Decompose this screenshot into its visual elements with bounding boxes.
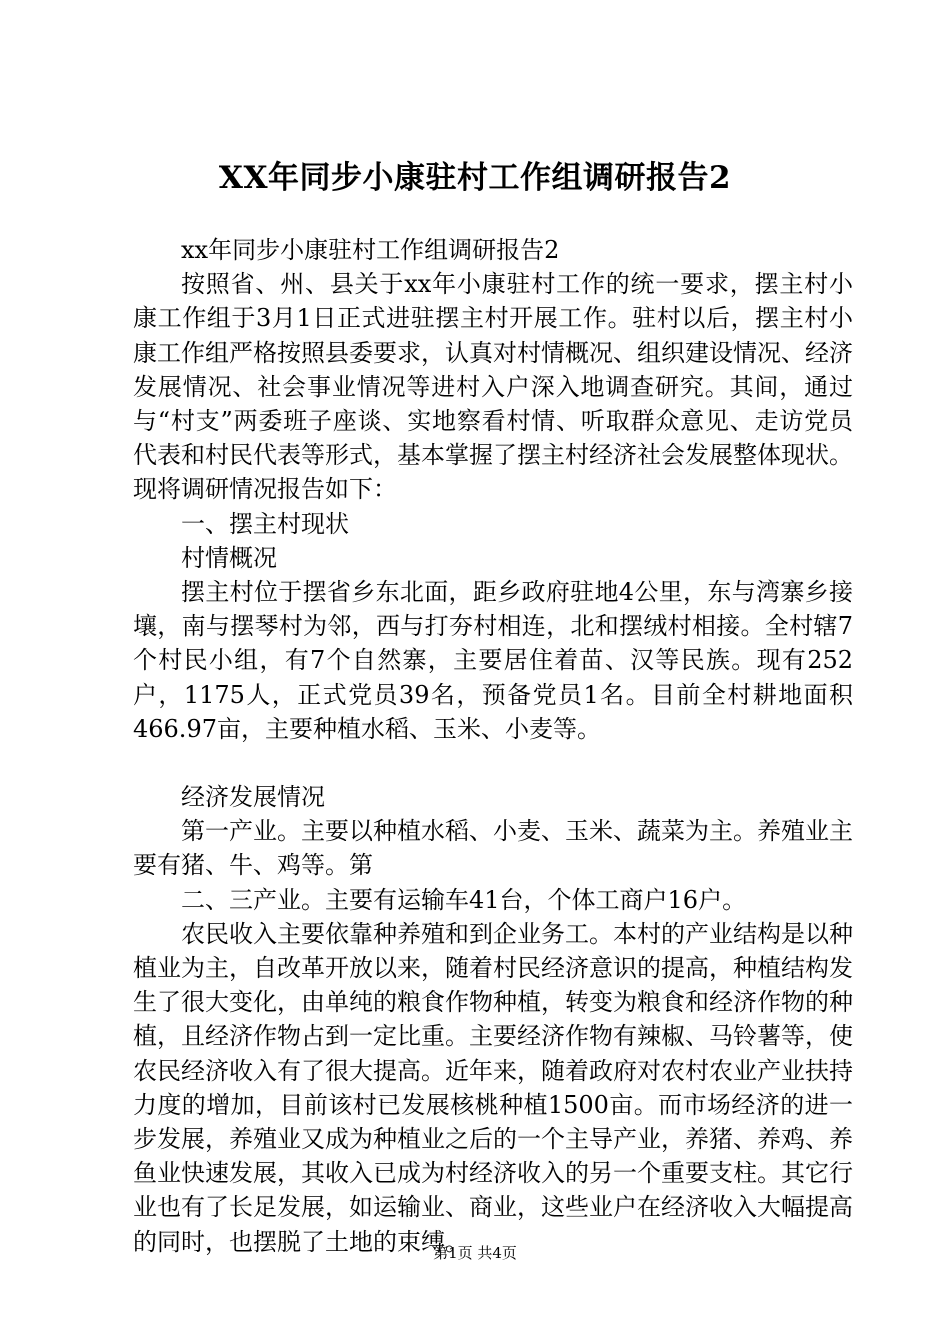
subheading-economic-development: 经济发展情况	[181, 783, 325, 812]
blank-line	[133, 746, 853, 780]
page-footer: 第1页 共4页	[433, 1244, 517, 1262]
section-heading-status: 一、摆主村现状	[181, 509, 349, 538]
paragraph-primary-industry: 第一产业。主要以种植水稻、小麦、玉米、蔬菜为主。养殖业主要有猪、牛、鸡等。第	[133, 817, 853, 880]
paragraph-subtitle: xx年同步小康驻村工作组调研报告2	[181, 236, 560, 264]
paragraph-farmer-income: 农民收入主要依靠种养殖和到企业务工。本村的产业结构是以种植业为主，自改革开放以来，随着村民经济意识的提高，种植结构发生了很大变化，由单纯的粮食作物种植，转变为粮食和经济作物的种植，且经济作物占到一定比重。主要经济作物有辣椒、马铃薯等，使农民经济收入有了很大提高。近年来，随着政府对农村农业产业扶持力度的增加，目前该村已发展核桃种植1500亩。而市场经济的进一步发展，养殖业又成为种植业之后的一个主导产业，养猪、养鸡、养鱼业快速发展，其收入已成为村经济收入的另一个重要支柱。其它行业也有了长足发展，如运输业、商业，这些业户在经济收入大幅提高的同时，也摆脱了土地的束缚。	[133, 919, 853, 1256]
paragraph-intro: 按照省、州、县关于xx年小康驻村工作的统一要求，摆主村小康工作组于3月1日正式进驻摆主村开展工作。驻村以后，摆主村小康工作组严格按照县委要求，认真对村情概况、组织建设情况、经济发展情况、社会事业情况等进村入户深入地调查研究。其间，通过与“村支”两委班子座谈、实地察看村情、听取群众意见、走访党员代表和村民代表等形式，基本掌握了摆主村经济社会发展整体现状。现将调研情况报告如下：	[133, 270, 853, 504]
subheading-village-overview: 村情概况	[181, 543, 277, 572]
paragraph-secondary-tertiary-industry: 二、三产业。主要有运输车41台，个体工商户16户。	[181, 885, 747, 914]
document-title: XX年同步小康驻村工作组调研报告2	[218, 160, 732, 196]
paragraph-village-overview: 摆主村位于摆省乡东北面，距乡政府驻地4公里，东与湾寨乡接壤，南与摆琴村为邻，西与打夯村相连，北和摆绒村相接。全村辖7个村民小组，有7个自然寨，主要居住着苗、汉等民族。现有252户，1175人，正式党员39名，预备党员1名。目前全村耕地面积466.97亩，主要种植水稻、玉米、小麦等。	[133, 578, 853, 743]
document-body	[133, 233, 853, 1259]
